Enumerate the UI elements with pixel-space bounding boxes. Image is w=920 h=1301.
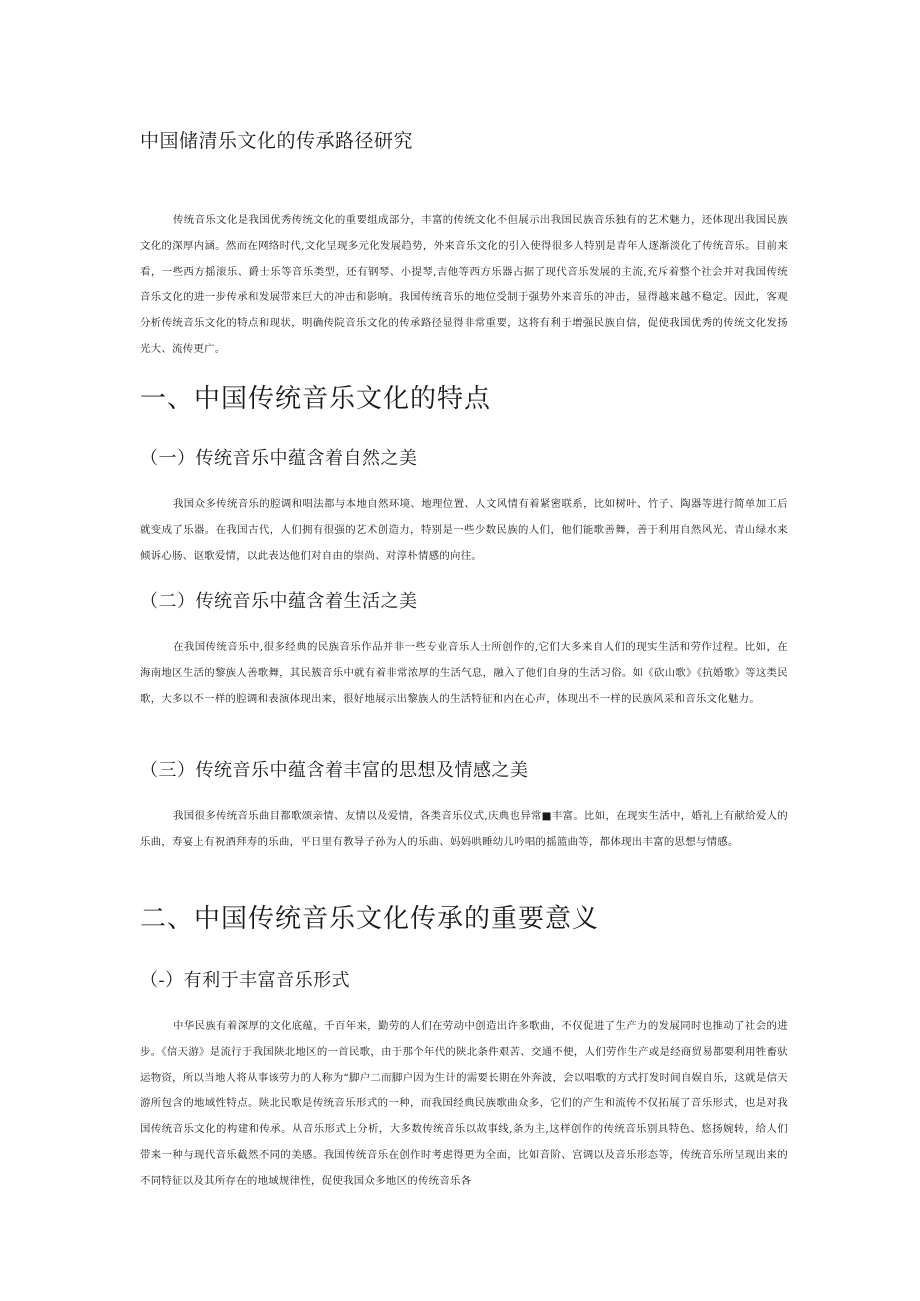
section-1-2-heading: （二）传统音乐中蕴含着生活之美 bbox=[140, 591, 418, 612]
section-2-1-paragraph: 中华民族有着深厚的文化底蕴，千百年来，勤劳的人们在劳动中创造出许多歌曲，不仅促进了生产力的发展同时也推动了社会的进步。《信天游》是流行于我国陕北地区的一首民歌，由于那个年代的陕北条件艰苦、交通不便，人们劳作生产或是经商贸易都要利用牲畜驮运物资，所以当地人将从事该劳力的人称为“脚户二而脚户因为生计的需要长期在外奔波，会以唱歌的方式打发时间自娱自乐，这就是信天游所包含的地域性特点。陕北民歌是传统音乐形式的一种，而我国经典民族歌曲众多，它们的产生和流传不仅拓展了音乐形式，也是对我国传统音乐文化的构建和传承。从音乐形式上分析，大多数传统音乐以故事线,条为主,这样创作的传统音乐别具特色、悠扬婉转，给人们带来一种与现代音乐截然不同的美感。我国传统音乐在创作时考虑得更为全面，比如音阶、宫调以及音乐形态等，传统音乐所呈现出来的不同特征以及其所存在的地域规律性，促使我国众多地区的传统音乐各 bbox=[140, 1020, 788, 1187]
intro-paragraph: 传统音乐文化是我国优秀传统文化的重要组成部分，丰富的传统文化不但展示出我国民族音乐独有的艺术魅力，还体现出我国民族文化的深厚内涵。然而在网络时代,文化呈现多元化发展趋势，外来音乐文化的引入使得很多人特别是青年人逐渐淡化了传统音乐。目前来看，一些西方摇滚乐、爵士乐等音乐类型，还有钢琴、小提琴,吉他等西方乐器占据了现代音乐发展的主流,充斥着整个社会并对我国传统音乐文化的进一步传承和发展带来巨大的冲击和影响。我国传统音乐的地位受制于强势外来音乐的冲击，显得越来越不稳定。因此，客观分析传统音乐文化的特点和现状，明确传院音乐文化的传承路径显得非常重要，这将有利于增强民族自信，促使我国优秀的传统文化发扬光大、流传更广。 bbox=[140, 214, 788, 355]
section-1-1-heading: （一）传统音乐中蕴含着自然之美 bbox=[140, 448, 418, 469]
section-1-1-paragraph: 我国众多传统音乐的腔调和唱法都与本地自然环境、地理位置、人文风情有着紧密联系，比如树叶、竹子、陶器等进行简单加工后就变成了乐器。在我国古代，人们拥有很强的艺术创造力，特别是一些少数民族的人们，他们能歌善舞，善于利用自然风光、青山绿水来倾诉心肠、讴歌爱情，以此表达他们对自由的崇尚、对淳朴情感的向往。 bbox=[140, 498, 788, 562]
section-1-heading: 一、中国传统音乐文化的特点 bbox=[140, 384, 492, 414]
section-1-3-paragraph: 我国很多传统音乐曲目都歌颂亲情、友情以及爱情，各类音乐仪式,庆典也异常■丰富。比如，在现实生活中，婚礼上有献给爱人的乐曲，寿宴上有祝酒拜寿的乐曲，平日里有教导子孙为人的乐曲、妈妈哄睡幼儿吟唱的摇篮曲等，都体现出丰富的思想与情感。 bbox=[140, 810, 788, 848]
section-1-2-paragraph: 在我国传统音乐中,很多经典的民族音乐作品并非一些专业音乐人士所创作的,它们大多来自人们的现实生活和劳作过程。比如，在海南地区生活的黎族人善歌舞，其民簇音乐中就有着非常浓厚的生活气息，融入了他们自身的生活习俗。如《砍山歌》《抗婚歌》等这类民歌，大多以不一样的腔调和表演体现出来，很好地展示出黎族人的生活特征和内在心声，体现出不一样的民族风采和音乐文化魅力。 bbox=[140, 641, 788, 705]
section-1-3-heading: （三）传统音乐中蕴含着丰富的思想及情感之美 bbox=[140, 760, 529, 781]
section-2-heading: 二、中国传统音乐文化传承的重要意义 bbox=[140, 904, 600, 934]
document-title: 中国储清乐文化的传承路径研究 bbox=[140, 130, 414, 152]
section-2-1-heading: （-）有利于丰富音乐形式 bbox=[140, 970, 351, 991]
